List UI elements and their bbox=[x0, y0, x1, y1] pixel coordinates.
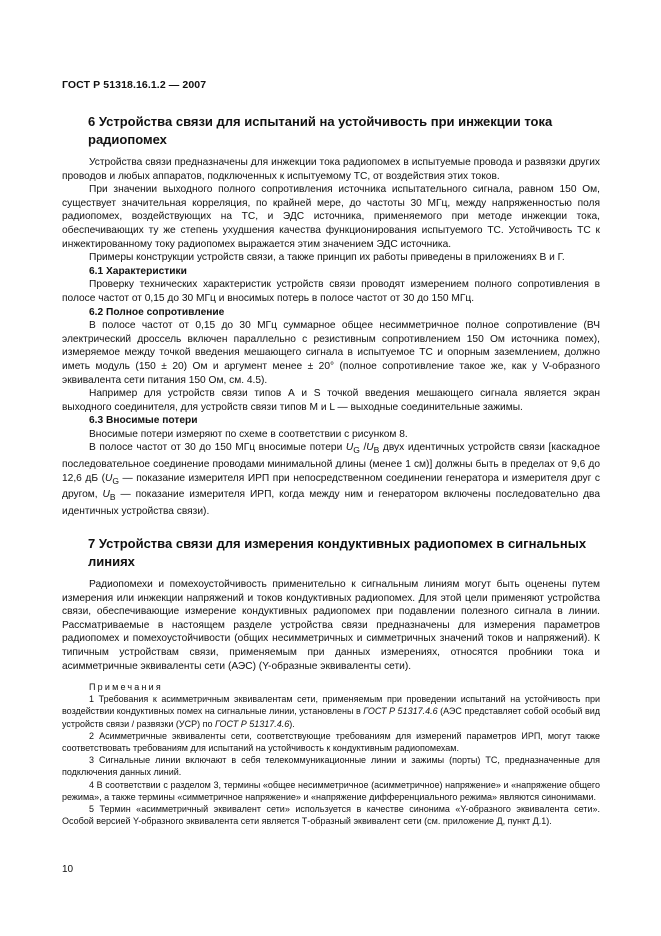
symbol-subscript: G bbox=[112, 475, 119, 486]
section-7-paragraph: Радиопомехи и помехоустойчивость применительно к сигнальным линиям могут быть оценены путем измерения или инжекции напряжений и токов кондуктивных радиопомех. Для этой цели применяют устройства связи, обеспечивающие измерение кондуктивных радиопомех при подавлении полезного сигнала в линии. Рассматриваемые в настоящем разделе устройства связи предназначены для измерения параметров радиопомех и помехоустойчивости (общих несимметричных и симметричных значений токов и напряжений). К типичным устройствам связи, применяемым при данных измерениях, относятся пробники тока и асимметричные эквиваленты сети (АЭС) (Y-образные эквиваленты сети). bbox=[62, 579, 600, 672]
subsection-6-1-title: 6.1 Характеристики bbox=[89, 265, 187, 277]
note-3: 3 Сигнальные линии включают в себя телекоммуникационные линии и зажимы (порты) ТС, предназначенные для подключения данных линий. bbox=[62, 755, 600, 778]
subsection-6-3-text-1: Вносимые потери измеряют по схеме в соответствии с рисунком 8. bbox=[89, 428, 408, 440]
document-header: ГОСТ Р 51318.16.1.2 — 2007 bbox=[62, 79, 207, 91]
text-fragment: В полосе частот от 30 до 150 МГц вносимые потери bbox=[89, 442, 346, 454]
notes-title: Примечания bbox=[89, 682, 163, 692]
text-fragment: — показание измерителя ИРП, когда между ним и генератором включены последовательно два идентичных устройства связи). bbox=[62, 489, 600, 517]
symbol-subscript: B bbox=[373, 445, 380, 456]
text-fragment: — показание измерителя ИРП при непосредственном соединении генератора и измерителя друг с другом, bbox=[62, 472, 600, 501]
section-6-heading: 6 Устройства связи для испытаний на устойчивость при инжекции тока радиопомех bbox=[88, 114, 553, 147]
page-number: 10 bbox=[62, 864, 74, 875]
symbol-subscript: G bbox=[353, 445, 360, 456]
subsection-6-2-text-1: В полосе частот от 0,15 до 30 МГц суммарное общее несимметричное полное сопротивление (ВЧ электрический дроссель включен параллельно с резистивным сопротивлением 150 Ом источника помех), измеряемое между точкой введения мешающего сигнала в испытуемое ТС и опорным заземлением, должно иметь модуль (150 ± 20) Ом и аргумент менее ± 20° (полное сопротивление такое же, как у V-образного эквивалента сети питания 150 Ом, см. 4.5). bbox=[62, 320, 600, 386]
standard-reference: ГОСТ Р 51317.4.6 bbox=[214, 718, 290, 729]
symbol-u: U bbox=[102, 489, 110, 501]
subsection-6-3-title: 6.3 Вносимые потери bbox=[89, 415, 198, 427]
section-6-paragraph-1: Устройства связи предназначены для инжекции тока радиопомех в испытуемые провода и развязки других проводов и любых аппаратов, подключенных к испытуемому ТС, от воздействия этих токов. bbox=[62, 157, 600, 182]
text-fragment: двух идентичных устройств связи [каскадное последовательное соединение проводами минимальной длины (менее 1 см)] должны быть в пределах от 9,6 до 12,6 дБ ( bbox=[62, 442, 601, 484]
symbol-u: U bbox=[104, 472, 113, 484]
symbol-u: U bbox=[366, 442, 374, 454]
symbol-u: U bbox=[345, 442, 354, 454]
note-2: 2 Асимметричные эквиваленты сети, соответствующие требованиям для измерений параметров ИРП, могут также соответствовать требованиям для испытаний на устойчивость к кондуктивным радиопомехам. bbox=[62, 730, 600, 754]
notes-block bbox=[62, 681, 600, 827]
standard-reference: ГОСТ Р 51317.4.6 bbox=[363, 706, 438, 717]
note-5: 5 Термин «асимметричный эквивалент сети» используется в качестве синонима «Y-образного эквивалента сети». Особой версией Y-образного эквивалента сети является Т-образный эквивалент сети (см. приложение Д, пункт Д.1). bbox=[62, 804, 600, 827]
text-fragment: (АЭС представляет собой особый вид устройств связи / развязки (УСР) по bbox=[62, 706, 601, 729]
section-7-heading: 7 Устройства связи для измерения кондуктивных радиопомех в сигнальных линиях bbox=[88, 536, 587, 569]
subsection-6-3-text-2 bbox=[62, 441, 600, 518]
note-4: 4 В соответствии с разделом 3, термины «общее несимметричное (асимметричное) напряжение» и «напряжение общего режима», а также термины «симметричное напряжение» и «напряжение дифференциального режима» являются синонимами. bbox=[62, 779, 600, 802]
note-1 bbox=[62, 693, 600, 730]
section-7-body bbox=[62, 578, 600, 673]
section-6-body bbox=[62, 156, 600, 519]
text-fragment: ). bbox=[289, 718, 295, 729]
text-fragment: 1 Требования к асимметричным эквивалентам сети, применяемым при проведении испытаний на устойчивость при воздействии кондуктивных помех на сигнальные линии, установлены в bbox=[62, 694, 600, 717]
section-6-paragraph-2: При значении выходного полного сопротивления источника испытательного сигнала, равном 150 Ом, существует значительная корреляция, по крайней мере, до частоты 30 МГц, между напряженностью поля радиопомех, воздействующих на ТС, и ЭДС источника, применяемого при методе инжекции тока, обеспечивающих ту же степень ухудшения качества функционирования испытуемого ТС. Устойчивость ТС к инжектированному току радиопомех выражается этим значением ЭДС источника. bbox=[62, 184, 600, 250]
subsection-6-1-text: Проверку технических характеристик устройств связи проводят измерением полного сопротивления в полосе частот от 0,15 до 30 МГц и вносимых потерь в полосе частот от 30 до 150 МГц. bbox=[62, 279, 600, 304]
symbol-subscript: B bbox=[109, 492, 116, 503]
text-fragment: / bbox=[359, 442, 367, 454]
section-6-paragraph-3: Примеры конструкции устройств связи, а также принцип их работы приведены в приложениях В и Г. bbox=[89, 252, 565, 264]
subsection-6-2-text-2: Например для устройств связи типов А и S точкой введения мешающего сигнала является экран выходного соединителя, для устройств связи типов М и L — выходные соединительные зажимы. bbox=[62, 388, 600, 413]
subsection-6-2-title: 6.2 Полное сопротивление bbox=[89, 306, 225, 318]
